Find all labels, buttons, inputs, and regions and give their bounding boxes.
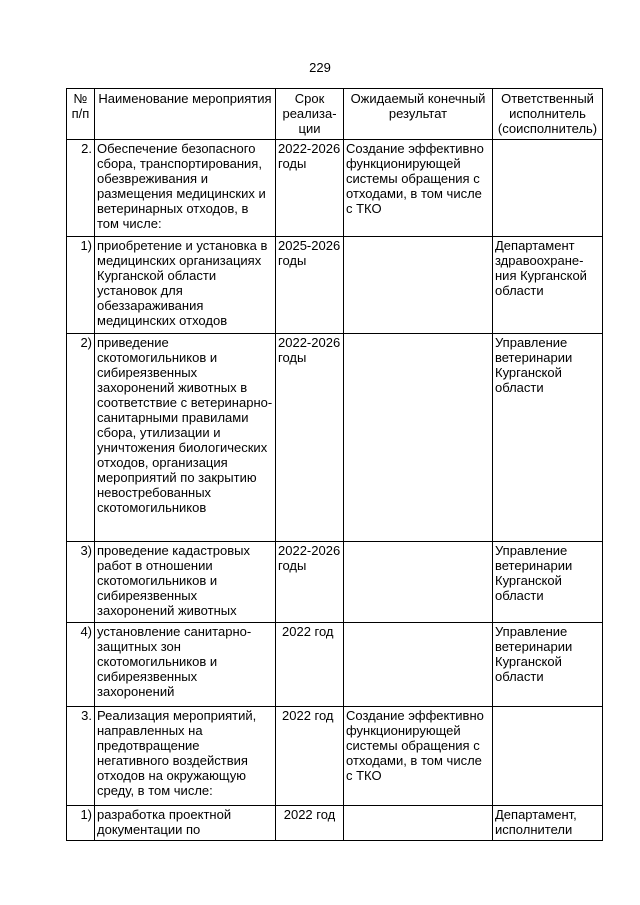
row-executor: Управление ветеринарии Курганской области: [493, 542, 603, 623]
row-term: 2022 год: [276, 623, 344, 707]
row-name: Реализация мероприятий, направленных на предотвращение негативного воздействия отходов на окружающую среду, в том числе:: [95, 707, 276, 806]
row-num: 4): [67, 623, 95, 707]
table-row: [67, 806, 603, 841]
row-result: Создание эффективно функционирующей системы обращения с отходами, в том числе с ТКО: [344, 707, 493, 806]
row-executor: [493, 707, 603, 806]
header-executor: Ответственный исполнитель (соисполнитель): [493, 89, 603, 140]
row-result: [344, 237, 493, 334]
row-result: [344, 623, 493, 707]
page-number: 229: [309, 60, 331, 75]
row-executor: [493, 140, 603, 237]
row-name: приведение скотомогильников и сибиреязвенных захоронений животных в соответствие с ветеринарно-санитарными правилами сбора, утилизации и уничтожения биологических отходов, организация мероприятий по закрытию невостребованных скотомогильников: [95, 334, 276, 542]
row-executor: Департамент здравоохране-ния Курганской области: [493, 237, 603, 334]
row-num: 2): [67, 334, 95, 542]
row-term: 2022-2026 годы: [276, 140, 344, 237]
measures-table: [66, 88, 603, 841]
row-term: 2022-2026 годы: [276, 334, 344, 542]
row-name: проведение кадастровых работ в отношении скотомогильников и сибиреязвенных захоронений животных: [95, 542, 276, 623]
row-name: приобретение и установка в медицинских организациях Курганской области установок для обеззараживания медицинских отходов: [95, 237, 276, 334]
row-num: 3): [67, 542, 95, 623]
header-name: Наименование мероприятия: [95, 89, 276, 140]
row-num: 1): [67, 237, 95, 334]
row-term: 2022 год: [276, 806, 344, 841]
table-row: [67, 707, 603, 806]
row-executor: Департамент, исполнители: [493, 806, 603, 841]
table-header-row: [67, 89, 603, 140]
table-row: [67, 334, 603, 542]
row-name: разработка проектной документации по: [95, 806, 276, 841]
table-row: [67, 623, 603, 707]
row-result: [344, 334, 493, 542]
table-row: [67, 140, 603, 237]
table-row: [67, 237, 603, 334]
row-name: установление санитарно-защитных зон скотомогильников и сибиреязвенных захоронений: [95, 623, 276, 707]
row-executor: Управление ветеринарии Курганской области: [493, 334, 603, 542]
row-num: 2.: [67, 140, 95, 237]
table-row: [67, 542, 603, 623]
row-result: [344, 542, 493, 623]
header-result: Ожидаемый конечный результат: [344, 89, 493, 140]
row-term: 2022 год: [276, 707, 344, 806]
row-num: 1): [67, 806, 95, 841]
row-result: [344, 806, 493, 841]
row-name: Обеспечение безопасного сбора, транспортирования, обезвреживания и размещения медицинских и ветеринарных отходов, в том числе:: [95, 140, 276, 237]
header-term: Срок реализа- ции: [276, 89, 344, 140]
header-num: № п/п: [67, 89, 95, 140]
row-executor: Управление ветеринарии Курганской области: [493, 623, 603, 707]
row-term: 2022-2026 годы: [276, 542, 344, 623]
row-result: Создание эффективно функционирующей системы обращения с отходами, в том числе с ТКО: [344, 140, 493, 237]
row-term: 2025-2026 годы: [276, 237, 344, 334]
row-num: 3.: [67, 707, 95, 806]
